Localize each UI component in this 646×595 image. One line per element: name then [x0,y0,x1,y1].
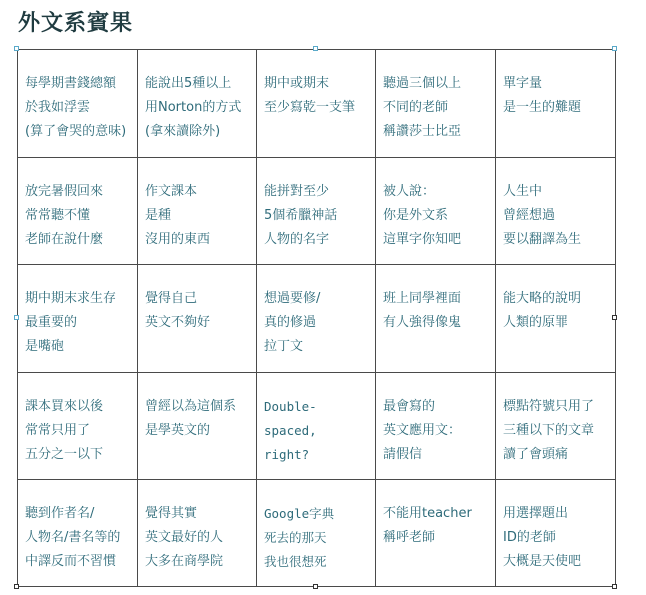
resize-handle-middle-left[interactable] [14,315,19,320]
bingo-cell-text: 稱讚莎士比亞 [383,124,462,139]
bingo-cell[interactable] [257,373,376,480]
bingo-cell-text: Double- [264,399,317,414]
bingo-cell-text: 英文不夠好 [145,315,211,330]
bingo-cell-text: 讀了會頭痛 [503,447,569,462]
bingo-cell-text: 課本買來以後 [25,399,104,414]
bingo-cell[interactable] [138,265,257,373]
bingo-cell[interactable] [376,50,496,158]
bingo-cell-text: 曾經想過 [503,208,556,223]
bingo-cell[interactable] [18,265,138,373]
bingo-cell[interactable] [376,265,496,373]
bingo-cell-text: 單字量 [503,76,543,91]
bingo-cell[interactable] [257,50,376,158]
bingo-cell[interactable] [18,50,138,158]
resize-handle-bottom-left[interactable] [14,584,19,589]
bingo-cell[interactable] [18,158,138,265]
bingo-cell[interactable] [138,480,257,587]
bingo-cell[interactable] [257,480,376,587]
bingo-cell-text: 是種 [145,208,172,223]
bingo-cell-text: 作文課本 [145,184,198,199]
bingo-cell-text: (算了會哭的意味) [25,124,127,139]
bingo-cell-text: ID的老師 [503,530,556,545]
bingo-cell-text: 沒用的東西 [145,232,211,247]
bingo-cell-text: 英文應用文： [383,423,462,438]
bingo-cell-text: 三種以下的文章 [503,423,595,438]
resize-handle-top-center[interactable] [313,46,318,51]
bingo-cell-text: 用選擇題出 [503,506,569,521]
bingo-cell-text: 要以翻譯為生 [503,232,582,247]
bingo-cell[interactable] [376,480,496,587]
bingo-cell-text: Google字典 [264,506,335,521]
bingo-cell-text: 最會寫的 [383,399,436,414]
bingo-cell-text: 用Norton的方式 [145,100,242,115]
bingo-cell-text: 能拼對至少 [264,184,330,199]
bingo-cell-text: 是嘴砲 [25,339,65,354]
bingo-cell-text: 有人強得像鬼 [383,315,462,330]
bingo-cell-text: 期中或期末 [264,76,330,91]
bingo-cell-text: 能大略的說明 [503,291,582,306]
bingo-cell-text: 我也很想死 [264,554,327,569]
bingo-cell-text: 被人說： [383,184,436,199]
bingo-cell-text: 英文最好的人 [145,530,224,545]
bingo-table[interactable] [17,49,615,586]
bingo-cell[interactable] [496,373,616,480]
bingo-cell-text: 人物名/書名等的 [25,530,121,545]
bingo-cell-text: 於我如浮雲 [25,100,91,115]
bingo-cell-text: right? [264,447,310,462]
bingo-cell-text: 想過要修/ [264,291,321,306]
bingo-cell-text: 常常只用了 [25,423,91,438]
bingo-cell-text: 這單字你知吧 [383,232,462,247]
bingo-cell[interactable] [496,265,616,373]
bingo-cell-text: 曾經以為這個系 [145,399,237,414]
bingo-cell-text: 拉丁文 [264,339,304,354]
bingo-cell-text: 不同的老師 [383,100,449,115]
bingo-cell[interactable] [138,50,257,158]
bingo-cell[interactable] [376,373,496,480]
bingo-cell-text: 聽過三個以上 [383,76,462,91]
bingo-cell-text: 聽到作者名/ [25,506,95,521]
resize-handle-middle-right[interactable] [612,315,617,320]
bingo-cell-text: 能說出5種以上 [145,76,232,91]
resize-handle-bottom-center[interactable] [313,584,318,589]
bingo-cell-text: 稱呼老師 [383,530,436,545]
bingo-cell-text: 覺得自己 [145,291,198,306]
resize-handle-bottom-right[interactable] [612,584,617,589]
bingo-cell-text: 每學期書錢總額 [25,76,117,91]
resize-handle-top-right[interactable] [612,46,617,51]
bingo-cell[interactable] [496,50,616,158]
bingo-cell[interactable] [496,158,616,265]
bingo-cell[interactable] [376,158,496,265]
bingo-cell-text: 是學英文的 [145,423,211,438]
bingo-cell-text: (拿來讀除外) [145,124,221,139]
bingo-cell-text: 大概是天使吧 [503,554,582,569]
bingo-cell-text: 期中期末求生存 [25,291,117,306]
bingo-cell-text: 最重要的 [25,315,78,330]
bingo-cell-text: 班上同學裡面 [383,291,462,306]
bingo-cell[interactable] [257,265,376,373]
bingo-cell-text: 你是外文系 [383,208,449,223]
bingo-cell[interactable] [138,373,257,480]
resize-handle-top-left[interactable] [14,46,19,51]
page-title: 外文系賓果 [18,11,134,36]
bingo-cell-text: spaced, [264,423,317,438]
bingo-cell[interactable] [138,158,257,265]
bingo-cell-text: 常常聽不懂 [25,208,91,223]
bingo-cell-text: 5個希臘神話 [264,208,338,223]
bingo-cell-text: 中譯反而不習慣 [25,554,117,569]
bingo-cell[interactable] [18,373,138,480]
bingo-cell-text: 覺得其實 [145,506,198,521]
bingo-cell-text: 真的修過 [264,315,317,330]
bingo-cell-text: 不能用teacher [383,506,472,521]
bingo-cell-text: 是一生的難題 [503,100,582,115]
bingo-cell[interactable] [257,158,376,265]
bingo-cell[interactable] [18,480,138,587]
bingo-cell-text: 老師在說什麼 [25,232,104,247]
bingo-cell-text: 大多在商學院 [145,554,224,569]
bingo-cell-text: 請假信 [383,447,423,462]
bingo-cell-text: 人物的名字 [264,232,330,247]
bingo-cell-text: 放完暑假回來 [25,184,104,199]
bingo-cell-text: 人類的原罪 [503,315,569,330]
bingo-cell-text: 至少寫乾一支筆 [264,100,356,115]
bingo-cell-text: 死去的那天 [264,530,327,545]
bingo-cell-text: 人生中 [503,184,543,199]
bingo-cell-text: 五分之一以下 [25,447,104,462]
bingo-cell[interactable] [496,480,616,587]
bingo-cell-text: 標點符號只用了 [503,399,595,414]
